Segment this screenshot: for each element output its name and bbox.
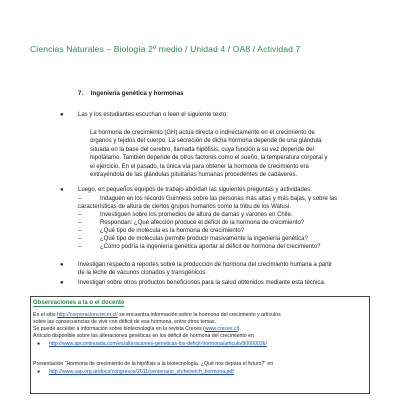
notes-line: sobre las consecuencias de vivir con déficit de esa hormona, entre otros temas. [33,319,217,325]
apcontinuada-link[interactable]: http://www.apcontinuada.com/es/alteraciones-geneticas-los-deficit-hormona/articulo/80000036/ [49,341,267,347]
activity-item: – ¿Cómo podría la ingeniería genética aportar al déficit de hormona del crecimiento? [78,244,321,250]
activity-item: – Respondan: ¿Qué afección produce el déficit de la hormona de crecimiento? [78,220,305,226]
bullet-1-text: Las y los estudiantes escuchan o leen el siguiente texto: [78,112,228,118]
page-header-title: Ciencias Naturales – Biología 2º medio / Unidad 4 / OA8 / Actividad 7 [30,44,301,54]
creces-link[interactable]: www.creces.cl [204,326,238,332]
bullet-3-line: Investigan respecto a reportes sobre la producción de hormona del crecimiento humana a partir [78,262,333,268]
bullet-4-text: Investigan sobre otros productos beneficiosos para la salud obtenidos mediante esta técnica. [78,280,326,286]
notes-line: Se puede acceder a información sobre biotecnología en la revista Creces (www.creces.cl). [33,326,241,332]
notes-line: En el sitio http://corporacioncrecer.cl/ se encuentra información sobre la hormona del crecimiento y artículos [33,312,281,318]
notes-line [33,369,234,376]
bullet-dot-icon: ● [37,341,41,347]
bullet-dot-icon: ● [60,262,64,268]
paragraph-line: extrayéndola de las glándulas pituitarias humanas procedentes de cadáveres. [90,172,298,179]
activity-item-continuation: características de altura de ciertos grupos humanos como la tribu de los Watusi. [78,204,291,210]
bullet-dot-icon: ● [37,369,41,375]
section-number: 7. [78,90,84,97]
sap-pdf-link[interactable]: http://www.sap.org.ar/docs/congresos/2011/centenario_sh/heinrich_hormona.pdf [49,369,234,375]
paragraph-line: órganos y tejidos del cuerpo. La secreción de dicha hormona depende de una glándula [90,138,322,145]
notes-line: Presentación “Hormona de crecimiento de la hipófisis a la biotecnología. ¿Qué nos depara el futuro?” en [33,361,274,367]
bullet-dot-icon: ● [60,280,64,286]
activity-item: – ¿Qué tipo de moléculas permite producir masivamente la ingeniería genética? [78,236,308,242]
activity-item: – Indaguen en los récords Guinness sobre las personas más altas y más bajas, y sobre las [78,196,338,202]
paragraph-line: situada en la base del cerebro, llamada hipófisis, cuya función a su vez depende del [90,146,314,153]
paragraph-line: La hormona de crecimiento (GH) actúa directa o indirectamente en el crecimiento de [90,130,315,136]
notes-line: Artículo disponible sobre las alteraciones genéticas en los déficit de hormona del crecimiento en [33,333,254,339]
paragraph-line: hipotálamo. También depende de otros factores como el sueño, la temperatura corporal y [90,155,328,162]
bullet-dot-icon: ● [60,187,64,193]
activity-item: – ¿Qué tipo de molécula es la hormona de crecimiento? [78,228,245,234]
bullet-2-text: Luego, en pequeños equipos de trabajo abordan las siguientes preguntas y actividades: [78,187,312,193]
hormone-paragraph [90,129,335,179]
activity-item: – Investiguen sobre los promedios de altura de damas y varones en Chile. [78,212,293,218]
corporacion-crecer-link[interactable]: http://corporacioncrecer.cl/ [56,312,118,318]
bullet-dot-icon: ● [60,112,64,118]
section-title [78,90,184,97]
paragraph-line: el ejercicio. En el pasado, la única vía para obtener la hormona de crecimiento era [90,163,309,170]
section-title-text: Ingeniería genética y hormonas [90,90,184,97]
teacher-notes-title: Observaciones a la o el docente [33,300,125,306]
notes-line [33,341,267,348]
bullet-3-line: de la leche de vacunos clonados y transgénicos. [78,270,208,276]
